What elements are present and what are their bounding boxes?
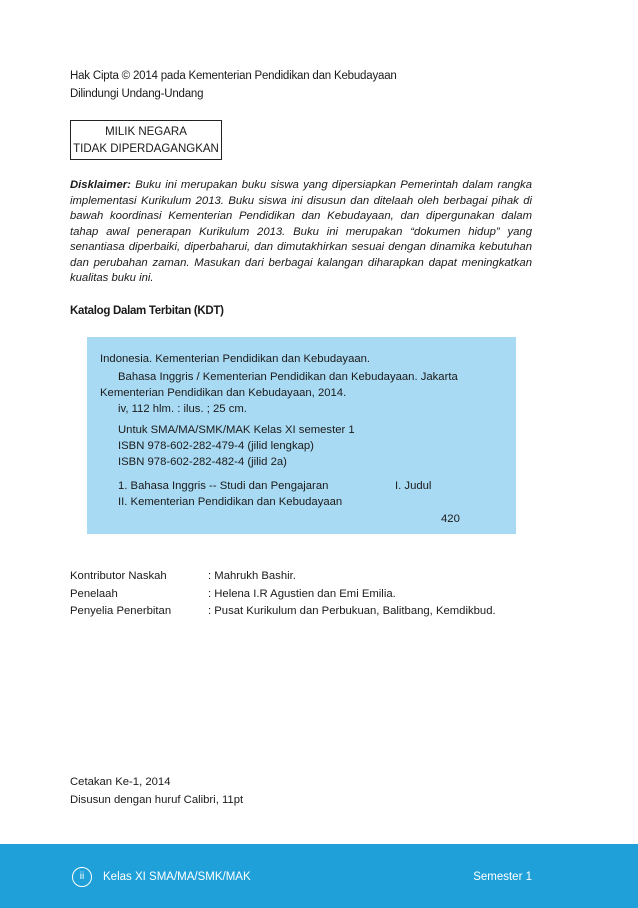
kdt-author: Indonesia. Kementerian Pendidikan dan Kebudayaan. <box>100 353 371 365</box>
kdt-isbn-volume: ISBN 978-602-282-482-4 (jilid 2a) <box>118 456 287 468</box>
kdt-subject-1-title: I. Judul <box>395 480 432 492</box>
contributor-value: : Pusat Kurikulum dan Perbukuan, Balitbang, Kemdikbud. <box>208 605 496 617</box>
kdt-heading: Katalog Dalam Terbitan (KDT) <box>70 305 224 317</box>
kdt-physical: iv, 112 hlm. : ilus. ; 25 cm. <box>118 403 247 415</box>
stamp-line-1: MILIK NEGARA <box>105 126 187 138</box>
disclaimer-paragraph <box>70 178 532 287</box>
edition-line: Cetakan Ke-1, 2014 <box>70 776 171 788</box>
kdt-box <box>87 337 516 534</box>
kdt-subject-1: 1. Bahasa Inggris -- Studi dan Pengajaran <box>118 480 329 492</box>
contributor-row <box>70 603 496 621</box>
contributor-row <box>70 568 496 586</box>
kdt-isbn-complete: ISBN 978-602-282-479-4 (jilid lengkap) <box>118 440 314 452</box>
footer-semester-label: Semester 1 <box>473 871 532 883</box>
contributor-row <box>70 586 496 604</box>
kdt-classification: 420 <box>441 513 460 525</box>
contributor-label: Penelaah <box>70 587 118 600</box>
contributors-list <box>70 568 496 621</box>
kdt-publisher: Kementerian Pendidikan dan Kebudayaan, 2014. <box>100 387 347 399</box>
printing-info <box>70 774 243 809</box>
disclaimer-text: Buku ini merupakan buku siswa yang dipersiapkan Pemerintah dalam rangka implementasi Kurikulum 2013. Buku siswa ini disusun dan ditelaah oleh berbagai pihak di bawah koordinasi Kementerian Pendidikan dan Kebudayaan, dan dipergunakan dalam tahap awal penerapan Kurikulum 2013. Buku ini merupakan “dokumen hidup” yang senantiasa diperbaiki, diperbaharui, dan dimutakhirkan sesuai dengan dinamika kebutuhan dan perubahan zaman. Masukan dari berbagai kalangan diharapkan dapat meningkatkan kualitas buku ini. <box>70 179 532 284</box>
contributor-value: : Mahrukh Bashir. <box>208 570 296 582</box>
page-number: ii <box>72 867 92 887</box>
contributor-label: Kontributor Naskah <box>70 570 167 582</box>
footer-class-label: Kelas XI SMA/MA/SMK/MAK <box>103 871 251 883</box>
page-footer-bar <box>0 844 638 908</box>
stamp-line-2: TIDAK DIPERDAGANGKAN <box>73 143 219 155</box>
protection-line: Dilindungi Undang-Undang <box>70 88 204 100</box>
copyright-line: Hak Cipta © 2014 pada Kementerian Pendidikan dan Kebudayaan <box>70 70 397 82</box>
contributor-value: : Helena I.R Agustien dan Emi Emilia. <box>208 587 396 600</box>
copyright-notice <box>70 67 397 103</box>
disclaimer-label: Disklaimer: <box>70 179 131 191</box>
font-note-line: Disusun dengan huruf Calibri, 11pt <box>70 793 244 806</box>
kdt-series: Untuk SMA/MA/SMK/MAK Kelas XI semester 1 <box>118 424 355 436</box>
kdt-subject-2: II. Kementerian Pendidikan dan Kebudayaan <box>118 496 343 508</box>
state-property-stamp <box>70 120 222 160</box>
contributor-label: Penyelia Penerbitan <box>70 605 172 617</box>
kdt-title-line: Bahasa Inggris / Kementerian Pendidikan dan Kebudayaan. Jakarta <box>118 371 458 383</box>
